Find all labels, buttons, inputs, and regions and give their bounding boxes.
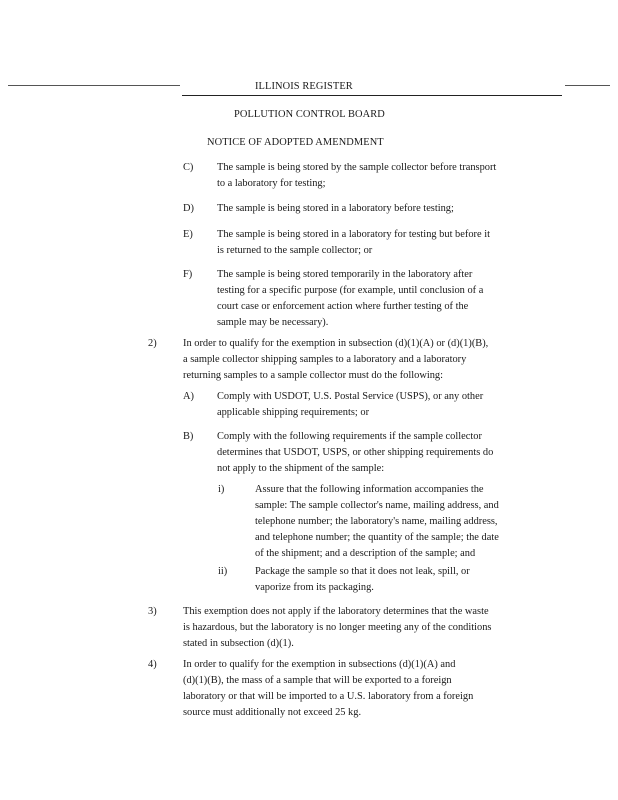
- text-line: sample: The sample collector's name, mailing address, and: [255, 500, 499, 511]
- paragraph-4-label: 4): [148, 659, 157, 670]
- paragraph-2-b-label: B): [183, 431, 194, 442]
- paragraph-3-text: [183, 604, 491, 652]
- item-f-text: [217, 267, 483, 331]
- text-line: is hazardous, but the laboratory is no longer meeting any of the conditions: [183, 622, 492, 633]
- text-line: returning samples to a sample collector must do the following:: [183, 370, 443, 381]
- item-e-label: E): [183, 229, 193, 240]
- paragraph-4-text: [183, 657, 473, 721]
- header-notice: NOTICE OF ADOPTED AMENDMENT: [207, 137, 384, 148]
- text-line: (d)(1)(B), the mass of a sample that will be exported to a foreign: [183, 675, 452, 686]
- text-line: Comply with USDOT, U.S. Postal Service (USPS), or any other: [217, 391, 484, 402]
- paragraph-2-text: [183, 336, 488, 384]
- paragraph-2-b-ii-label: ii): [218, 566, 228, 577]
- text-line: court case or enforcement action where further testing of the: [217, 301, 469, 312]
- text-line: of the shipment; and a description of the sample; and: [255, 548, 476, 559]
- paragraph-3-label: 3): [148, 606, 157, 617]
- text-line: Package the sample so that it does not leak, spill, or: [255, 566, 470, 577]
- text-line: sample may be necessary).: [217, 317, 329, 328]
- text-line: In order to qualify for the exemption in subsection (d)(1)(A) or (d)(1)(B),: [183, 338, 489, 349]
- text-line: The sample is being stored temporarily in the laboratory after: [217, 269, 473, 280]
- text-line: determines that USDOT, USPS, or other shipping requirements do: [217, 447, 494, 458]
- text-line: The sample is being stored in a laboratory before testing;: [217, 203, 454, 214]
- paragraph-2-a-text: [217, 389, 483, 421]
- paragraph-2-label: 2): [148, 338, 157, 349]
- paragraph-2-b-i-text: [255, 482, 499, 562]
- text-line: The sample is being stored in a laboratory for testing but before it: [217, 229, 490, 240]
- text-line: vaporize from its packaging.: [255, 582, 374, 593]
- header-rule-left: [8, 85, 180, 86]
- text-line: and telephone number; the quantity of the sample; the date: [255, 532, 499, 543]
- text-line: This exemption does not apply if the laboratory determines that the waste: [183, 606, 489, 617]
- text-line: In order to qualify for the exemption in subsections (d)(1)(A) and: [183, 659, 456, 670]
- item-e-text: [217, 227, 490, 259]
- text-line: not apply to the shipment of the sample:: [217, 463, 385, 474]
- text-line: laboratory or that will be imported to a U.S. laboratory from a foreign: [183, 691, 474, 702]
- text-line: to a laboratory for testing;: [217, 178, 326, 189]
- header-register: ILLINOIS REGISTER: [255, 81, 353, 92]
- text-line: telephone number; the laboratory's name, mailing address,: [255, 516, 498, 527]
- paragraph-2-b-i-label: i): [218, 484, 225, 495]
- text-line: stated in subsection (d)(1).: [183, 638, 294, 649]
- item-d-label: D): [183, 203, 194, 214]
- text-line: The sample is being stored by the sample collector before transport: [217, 162, 497, 173]
- header-board: POLLUTION CONTROL BOARD: [234, 109, 385, 120]
- paragraph-2-a-label: A): [183, 391, 194, 402]
- text-line: Assure that the following information accompanies the: [255, 484, 484, 495]
- item-c-text: [217, 160, 496, 192]
- text-line: Comply with the following requirements if the sample collector: [217, 431, 482, 442]
- paragraph-2-b-text: [217, 429, 493, 477]
- header-rule-right: [565, 85, 610, 86]
- text-line: testing for a specific purpose (for example, until conclusion of a: [217, 285, 484, 296]
- header-rule-center: [182, 95, 562, 96]
- text-line: is returned to the sample collector; or: [217, 245, 373, 256]
- item-d-text: [217, 201, 454, 217]
- text-line: applicable shipping requirements; or: [217, 407, 370, 418]
- paragraph-2-b-ii-text: [255, 564, 470, 596]
- text-line: a sample collector shipping samples to a laboratory and a laboratory: [183, 354, 467, 365]
- text-line: source must additionally not exceed 25 kg.: [183, 707, 362, 718]
- item-f-label: F): [183, 269, 193, 280]
- item-c-label: C): [183, 162, 194, 173]
